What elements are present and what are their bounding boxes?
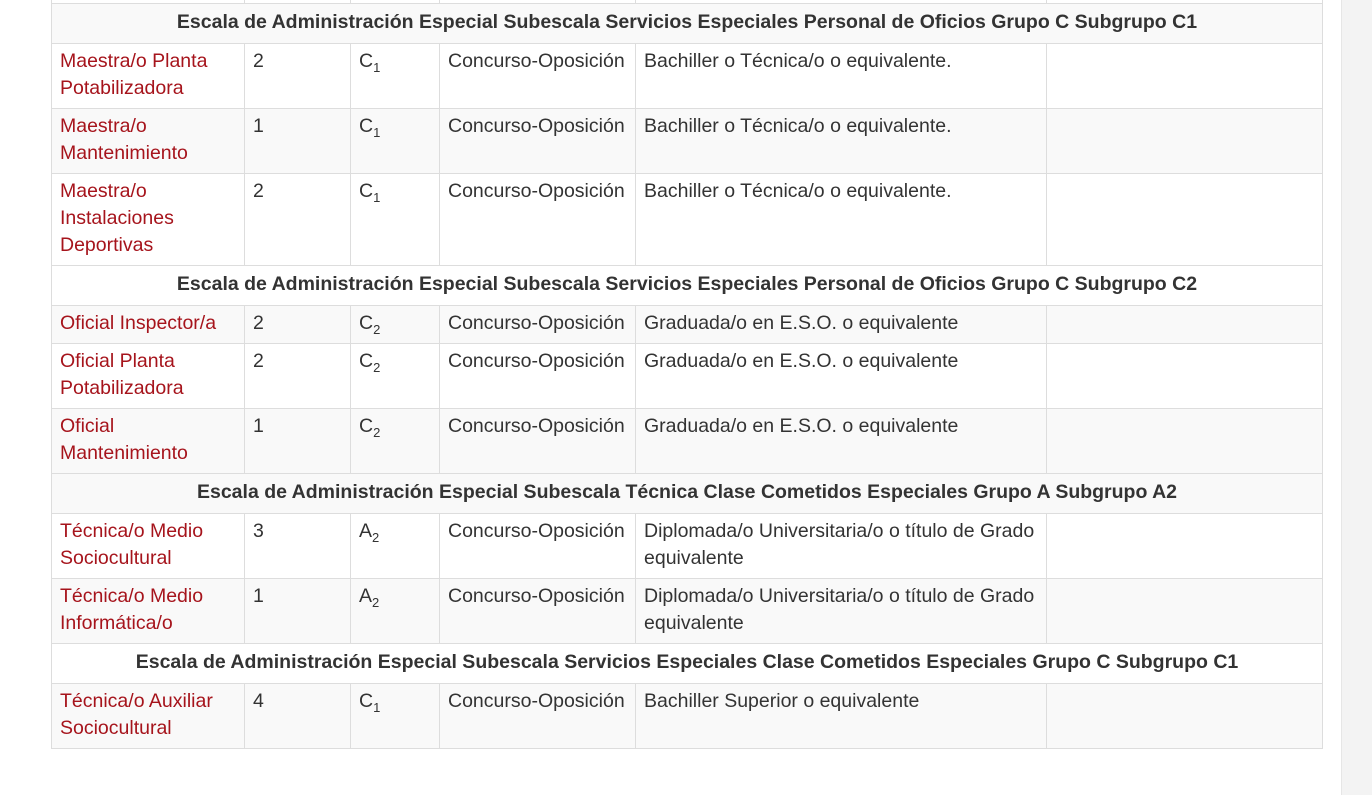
selection-system: Concurso-Oposición	[440, 306, 636, 344]
vacancies-count: 2	[245, 44, 351, 109]
selection-system: Concurso-Oposición	[440, 344, 636, 409]
vacancies-count: 1	[245, 109, 351, 174]
qualification-requirement: Bachiller o Técnica/o o equivalente.	[636, 44, 1047, 109]
qualification-requirement: Diplomada/o Universitaria/o o título de Grado equivalente	[636, 579, 1047, 644]
selection-system: Concurso-Oposición	[440, 109, 636, 174]
vacancies-count: 2	[245, 174, 351, 266]
subgroup-number: 2	[372, 594, 380, 610]
vacancies-count: 1	[245, 409, 351, 474]
position-name-cell	[52, 514, 245, 579]
page-side-gutter	[1341, 0, 1372, 795]
position-link[interactable]: Oficial Inspector/a	[60, 312, 217, 334]
empty-cell	[1047, 514, 1323, 579]
table-row	[52, 306, 1323, 344]
section-header-row	[52, 4, 1323, 44]
table-row	[52, 344, 1323, 409]
empty-cell	[1047, 579, 1323, 644]
position-name-cell	[52, 44, 245, 109]
group-cell	[351, 306, 440, 344]
position-link[interactable]: Maestra/o Mantenimiento	[60, 115, 188, 164]
position-link[interactable]: Técnica/o Auxiliar Sociocultural	[60, 690, 213, 739]
group-cell	[351, 409, 440, 474]
vacancies-count: 1	[245, 579, 351, 644]
empty-cell	[1047, 174, 1323, 266]
empty-cell	[1047, 684, 1323, 749]
group-letter: C	[359, 690, 374, 712]
empty-cell	[1047, 109, 1323, 174]
group-letter: A	[359, 585, 373, 607]
selection-system: Concurso-Oposición	[440, 44, 636, 109]
subgroup-number: 1	[373, 124, 381, 140]
table-row	[52, 409, 1323, 474]
section-header-row	[52, 644, 1323, 684]
position-link[interactable]: Técnica/o Medio Sociocultural	[60, 520, 204, 569]
position-link[interactable]: Técnica/o Medio Informática/o	[60, 585, 204, 634]
group-letter: C	[359, 115, 374, 137]
qualification-requirement: Diplomada/o Universitaria/o o título de Grado equivalente	[636, 514, 1047, 579]
oposiciones-table	[51, 0, 1323, 749]
position-link[interactable]: Maestra/o Planta Potabilizadora	[60, 50, 208, 99]
empty-cell	[1047, 44, 1323, 109]
qualification-requirement: Graduada/o en E.S.O. o equivalente	[636, 409, 1047, 474]
table-row	[52, 514, 1323, 579]
subgroup-number: 2	[372, 529, 380, 545]
qualification-requirement: Graduada/o en E.S.O. o equivalente	[636, 344, 1047, 409]
qualification-requirement: Bachiller o Técnica/o o equivalente.	[636, 109, 1047, 174]
subgroup-number: 1	[373, 189, 381, 205]
subgroup-number: 2	[373, 359, 381, 375]
group-cell	[351, 684, 440, 749]
group-letter: A	[359, 520, 373, 542]
position-name-cell	[52, 684, 245, 749]
selection-system: Concurso-Oposición	[440, 409, 636, 474]
section-title: Escala de Administración Especial Subescala Servicios Especiales Clase Cometidos Especiales Grupo C Subgrupo C1	[52, 644, 1323, 684]
group-letter: C	[359, 350, 374, 372]
section-header-row	[52, 266, 1323, 306]
table-row	[52, 44, 1323, 109]
group-cell	[351, 44, 440, 109]
position-link[interactable]: Oficial Planta Potabilizadora	[60, 350, 184, 399]
position-name-cell	[52, 579, 245, 644]
empty-cell	[1047, 344, 1323, 409]
section-header-row	[52, 474, 1323, 514]
position-link[interactable]: Maestra/o Instalaciones Deportivas	[60, 180, 174, 256]
section-title: Escala de Administración Especial Subescala Servicios Especiales Personal de Oficios Grupo C Subgrupo C1	[52, 4, 1323, 44]
selection-system: Concurso-Oposición	[440, 514, 636, 579]
group-cell	[351, 579, 440, 644]
table-row	[52, 579, 1323, 644]
group-letter: C	[359, 312, 374, 334]
selection-system: Concurso-Oposición	[440, 579, 636, 644]
empty-cell	[1047, 306, 1323, 344]
group-letter: C	[359, 415, 374, 437]
table-row	[52, 109, 1323, 174]
position-name-cell	[52, 344, 245, 409]
vacancies-count: 2	[245, 344, 351, 409]
selection-system: Concurso-Oposición	[440, 684, 636, 749]
position-name-cell	[52, 409, 245, 474]
vacancies-count: 3	[245, 514, 351, 579]
qualification-requirement: Graduada/o en E.S.O. o equivalente	[636, 306, 1047, 344]
qualification-requirement: Bachiller o Técnica/o o equivalente.	[636, 174, 1047, 266]
table-row	[52, 684, 1323, 749]
subgroup-number: 1	[373, 59, 381, 75]
position-name-cell	[52, 174, 245, 266]
position-name-cell	[52, 306, 245, 344]
vacancies-count: 2	[245, 306, 351, 344]
selection-system: Concurso-Oposición	[440, 174, 636, 266]
group-cell	[351, 344, 440, 409]
section-title: Escala de Administración Especial Subescala Servicios Especiales Personal de Oficios Grupo C Subgrupo C2	[52, 266, 1323, 306]
subgroup-number: 2	[373, 424, 381, 440]
table-body	[52, 0, 1323, 749]
vacancies-count: 4	[245, 684, 351, 749]
section-title: Escala de Administración Especial Subescala Técnica Clase Cometidos Especiales Grupo A Subgrupo A2	[52, 474, 1323, 514]
qualification-requirement: Bachiller Superior o equivalente	[636, 684, 1047, 749]
table-row	[52, 174, 1323, 266]
group-letter: C	[359, 50, 374, 72]
position-name-cell	[52, 109, 245, 174]
group-cell	[351, 109, 440, 174]
group-cell	[351, 514, 440, 579]
oposiciones-table-container	[51, 0, 1322, 749]
group-cell	[351, 174, 440, 266]
group-letter: C	[359, 180, 374, 202]
subgroup-number: 1	[373, 699, 381, 715]
empty-cell	[1047, 409, 1323, 474]
subgroup-number: 2	[373, 321, 381, 337]
position-link[interactable]: Oficial Mantenimiento	[60, 415, 188, 464]
